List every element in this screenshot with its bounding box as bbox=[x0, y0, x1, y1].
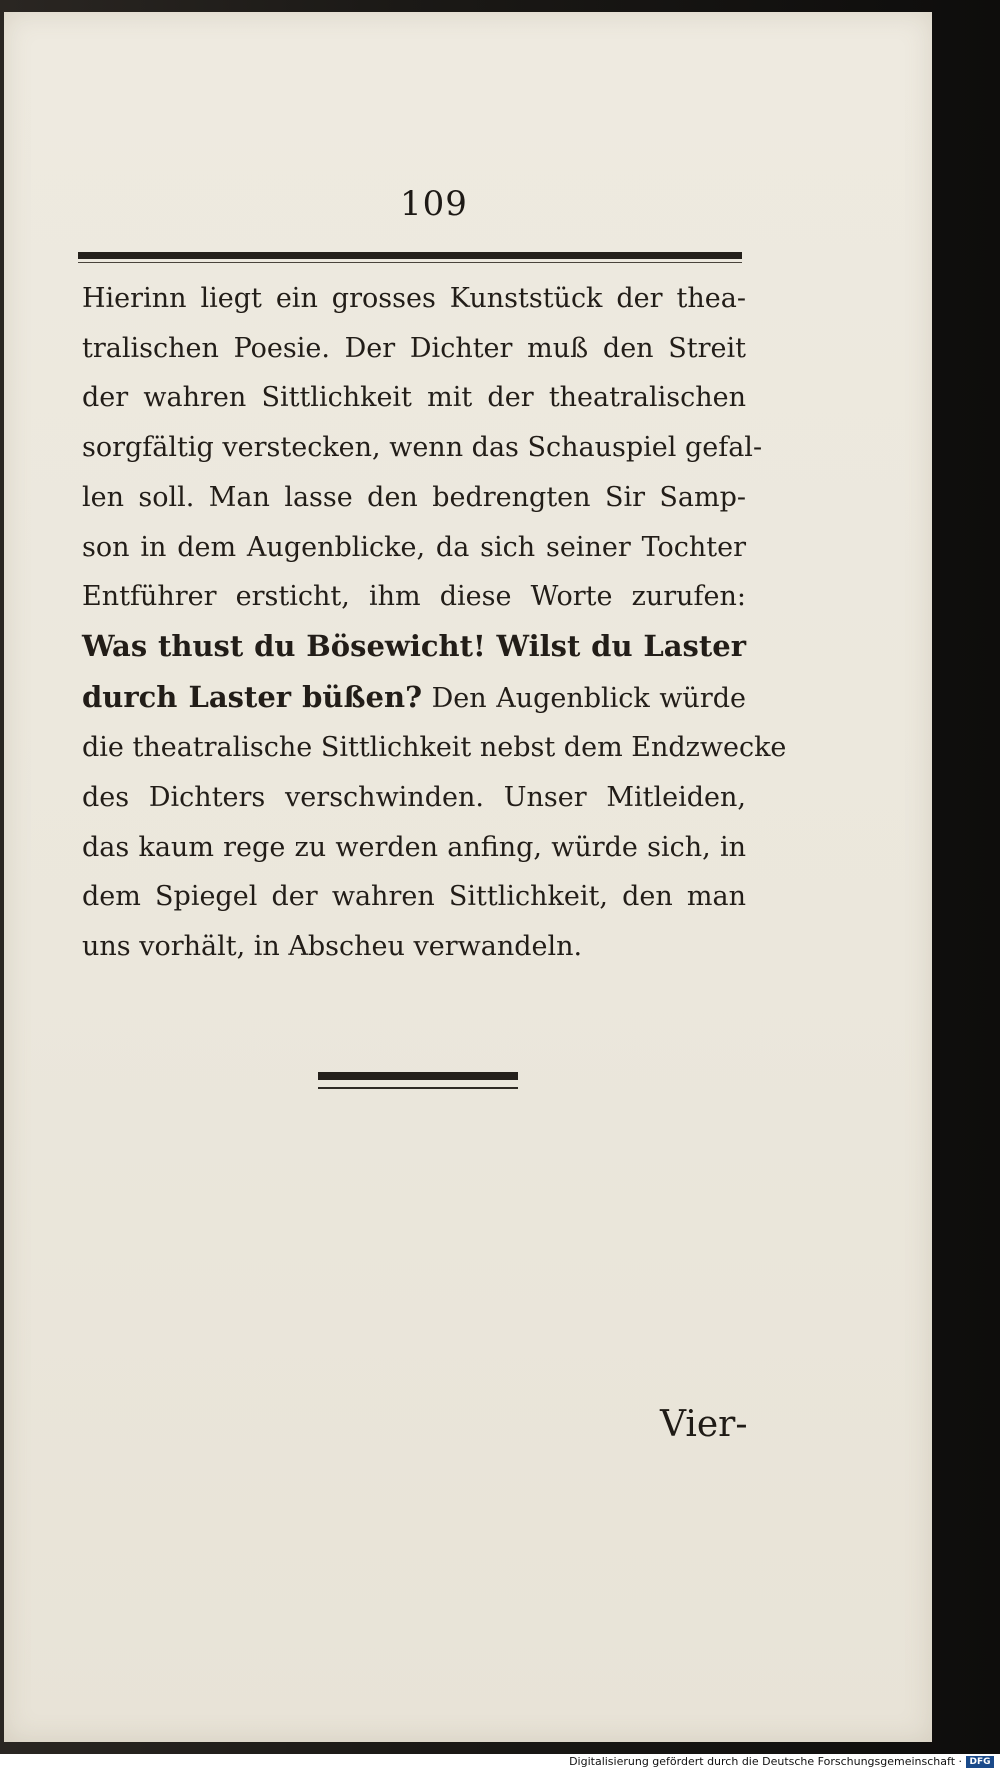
page-number: 109 bbox=[400, 184, 468, 224]
book-page bbox=[4, 12, 932, 1742]
text-segment: uns vorhält, in Abscheu verwandeln. bbox=[82, 931, 583, 963]
end-rule-thick bbox=[318, 1072, 518, 1080]
text-segment: das kaum rege zu werden anfing, würde sich, in bbox=[82, 831, 746, 863]
text-segment: die theatralische Sittlichkeit nebst dem Endzwecke bbox=[82, 732, 787, 764]
dfg-logo: DFG bbox=[966, 1756, 994, 1768]
catchword: Vier- bbox=[660, 1404, 748, 1445]
text-segment: Hierinn liegt ein grosses Kunststück der thea- bbox=[82, 283, 746, 314]
body-text bbox=[82, 274, 787, 972]
text-segment: len soll. Man lasse den bedrengten Sir Samp- bbox=[82, 481, 746, 513]
text-line bbox=[82, 572, 746, 622]
text-line bbox=[82, 324, 746, 374]
end-rule-thin bbox=[318, 1087, 518, 1089]
text-line bbox=[82, 823, 746, 873]
text-line bbox=[82, 373, 746, 423]
header-rule bbox=[78, 252, 742, 259]
text-segment: der wahren Sittlichkeit mit der theatralischen bbox=[82, 382, 746, 414]
digitization-credit: Digitalisierung gefördert durch die Deutsche Forschungsgemeinschaft · bbox=[569, 1755, 962, 1768]
text-segment: son in dem Augenblicke, da sich seiner Tochter bbox=[82, 531, 746, 563]
text-segment: dem Spiegel der wahren Sittlichkeit, den man bbox=[82, 881, 746, 913]
text-line bbox=[82, 274, 746, 324]
text-line bbox=[82, 523, 746, 573]
text-line bbox=[82, 922, 746, 972]
text-line bbox=[82, 622, 746, 673]
text-line bbox=[82, 423, 763, 473]
text-line bbox=[82, 473, 746, 523]
text-segment: sorgfältig verstecken, wenn das Schauspiel gefal- bbox=[82, 432, 763, 464]
text-line bbox=[82, 872, 746, 922]
emphasized-text: Was thust du Bösewicht! Wilst du Laster bbox=[82, 628, 746, 663]
text-segment: tralischen Poesie. Der Dichter muß den Streit bbox=[82, 332, 746, 364]
text-segment: Den Augenblick würde bbox=[422, 682, 746, 714]
text-segment: Entführer ersticht, ihm diese Worte zurufen: bbox=[82, 581, 746, 613]
text-line bbox=[82, 773, 746, 823]
text-segment: des Dichters verschwinden. Unser Mitleiden, bbox=[82, 782, 746, 814]
text-line bbox=[82, 673, 746, 724]
text-line bbox=[82, 723, 787, 773]
emphasized-text: durch Laster büßen? bbox=[82, 679, 423, 714]
